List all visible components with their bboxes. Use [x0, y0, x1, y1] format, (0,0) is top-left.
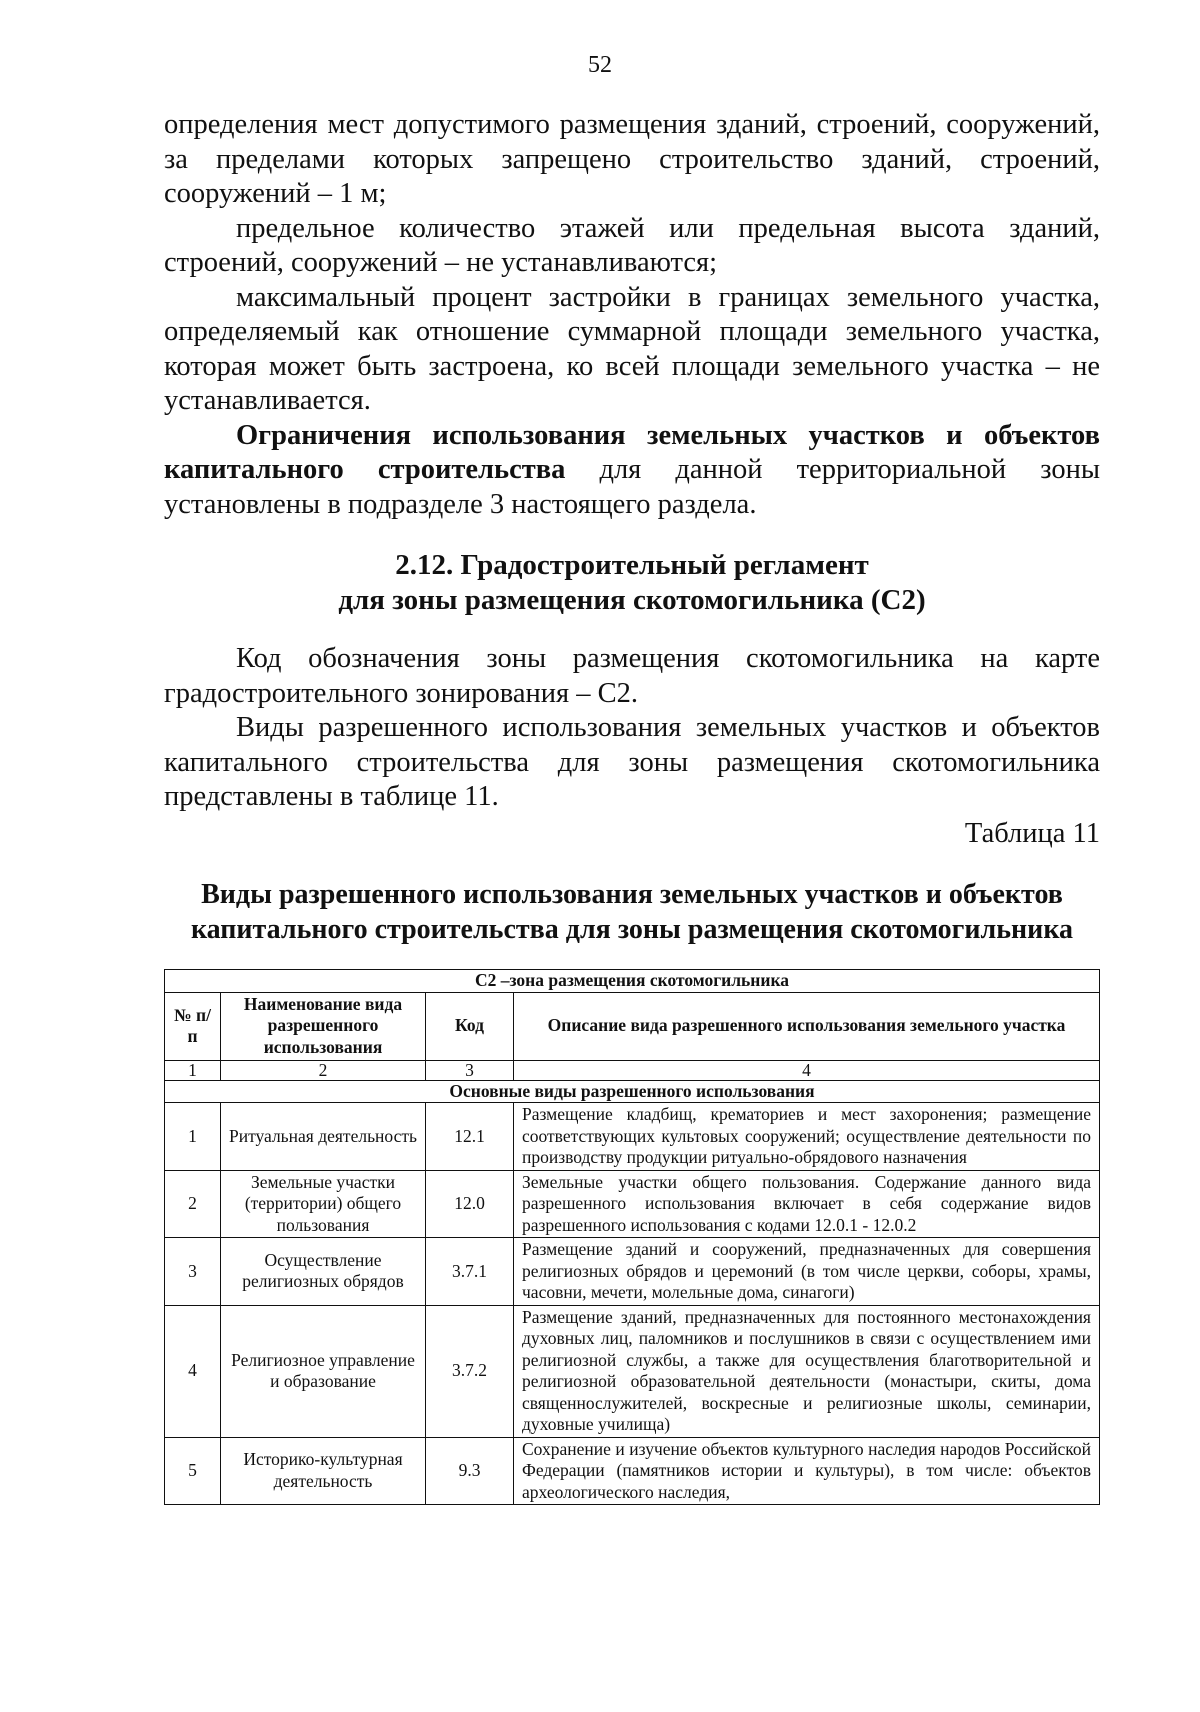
row-description: Земельные участки общего пользования. Содержание данного вида разрешенного использования включает в себя содержание видов разрешенного использования с кодами 12.0.1 - 12.0.2	[514, 1170, 1100, 1238]
row-code: 12.1	[426, 1103, 514, 1171]
row-name: Религиозное управление и образование	[221, 1305, 426, 1437]
header-description: Описание вида разрешенного использования земельного участка	[514, 992, 1100, 1060]
intro-text	[164, 108, 1100, 522]
column-header-row	[165, 992, 1100, 1060]
restrictions-rest-text: для данной территориальной зоны установлены в подразделе 3 настоящего раздела.	[164, 454, 1100, 520]
intro-paragraph-4	[164, 419, 1100, 523]
column-number-row	[165, 1060, 1100, 1080]
row-description: Размещение зданий, предназначенных для постоянного местонахождения духовных лиц, паломников и послушников в связи с осуществлением ими религиозной службы, а также для осуществления благотворительной и религиозной образовательной деятельности (монастыри, скиты, дома священнослужителей, воскресные и религиозные школы, семинарии, духовные училища)	[514, 1305, 1100, 1437]
row-code: 9.3	[426, 1437, 514, 1505]
group-header-row	[165, 1080, 1100, 1103]
intro-paragraph-1: определения мест допустимого размещения зданий, строений, сооружений, за пределами которых запрещено строительство зданий, строений, сооружений – 1 м;	[164, 109, 1100, 209]
row-num: 5	[165, 1437, 221, 1505]
row-num: 3	[165, 1238, 221, 1306]
table-caption: Таблица 11	[964, 818, 1100, 849]
row-description: Размещение кладбищ, крематориев и мест захоронения; размещение соответствующих культовых сооружений; осуществление деятельности по производству продукции ритуально-обрядового назначения	[514, 1103, 1100, 1171]
table-row	[165, 1238, 1100, 1306]
table-row	[165, 1103, 1100, 1171]
header-code: Код	[426, 992, 514, 1060]
zone-header-row	[165, 970, 1100, 993]
header-num: № п/п	[165, 992, 221, 1060]
table-title-line-1: Виды разрешенного использования земельных участков и объектов	[201, 879, 1063, 910]
row-name: Земельные участки (территории) общего пользования	[221, 1170, 426, 1238]
table-title-line-2: капитального строительства для зоны размещения скотомогильника	[190, 914, 1074, 945]
row-num: 2	[165, 1170, 221, 1238]
section-title-line-2: для зоны размещения скотомогильника (С2)	[338, 584, 926, 616]
row-description: Сохранение и изучение объектов культурного наследия народов Российской Федерации (памятников истории и культуры), в том числе: объектов археологического наследия,	[514, 1437, 1100, 1505]
table-row	[165, 1170, 1100, 1238]
zone-description	[164, 642, 1100, 815]
zone-header-cell: С2 –зона размещения скотомогильника	[165, 970, 1100, 993]
table-title	[150, 877, 1114, 947]
row-num: 4	[165, 1305, 221, 1437]
column-number: 1	[165, 1060, 221, 1080]
section-title-line-1: 2.12. Градостроительный регламент	[395, 549, 869, 581]
page-number: 52	[588, 52, 612, 78]
header-name: Наименование вида разрешенного использования	[221, 992, 426, 1060]
row-code: 3.7.1	[426, 1238, 514, 1306]
land-use-table	[164, 969, 1100, 1505]
section-title	[164, 548, 1100, 618]
zone-code-paragraph: Код обозначения зоны размещения скотомогильника на карте градостроительного зонирования – С2.	[164, 643, 1100, 709]
row-name: Осуществление религиозных обрядов	[221, 1238, 426, 1306]
column-number: 3	[426, 1060, 514, 1080]
table-row	[165, 1305, 1100, 1437]
zone-types-paragraph: Виды разрешенного использования земельных участков и объектов капитального строительства для зоны размещения скотомогильника представлены в таблице 11.	[164, 712, 1100, 812]
group-header-cell: Основные виды разрешенного использования	[165, 1080, 1100, 1103]
row-code: 3.7.2	[426, 1305, 514, 1437]
table-row	[165, 1437, 1100, 1505]
intro-paragraph-2: предельное количество этажей или предельная высота зданий, строений, сооружений – не устанавливаются;	[164, 212, 1100, 278]
intro-paragraph-3: максимальный процент застройки в границах земельного участка, определяемый как отношение суммарной площади земельного участка, которая может быть застроена, ко всей площади земельного участка – не устанавливается.	[164, 281, 1100, 416]
row-code: 12.0	[426, 1170, 514, 1238]
column-number: 2	[221, 1060, 426, 1080]
row-name: Ритуальная деятельность	[221, 1103, 426, 1171]
column-number: 4	[514, 1060, 1100, 1080]
restrictions-bold-text: Ограничения использования земельных участков и объектов капитального строительства	[164, 419, 1100, 485]
row-name: Историко-культурная деятельность	[221, 1437, 426, 1505]
row-description: Размещение зданий и сооружений, предназначенных для совершения религиозных обрядов и церемоний (в том числе церкви, соборы, храмы, часовни, мечети, молельные дома, синагоги)	[514, 1238, 1100, 1306]
row-num: 1	[165, 1103, 221, 1171]
